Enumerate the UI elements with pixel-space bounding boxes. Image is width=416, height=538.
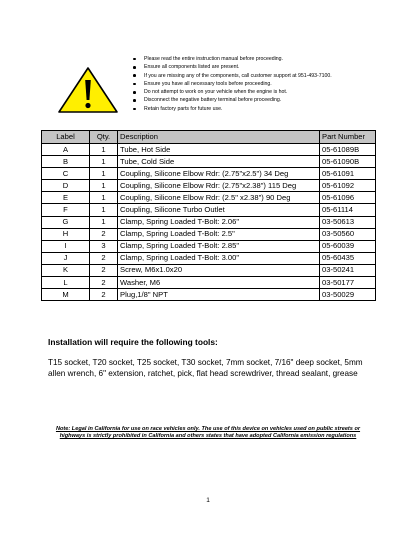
column-header-part-number: Part Number	[320, 131, 376, 144]
cell-qty: 2	[90, 264, 118, 276]
cell-label: E	[42, 192, 90, 204]
warning-bullet: Retain factory parts for future use.	[130, 105, 410, 113]
cell-label: G	[42, 216, 90, 228]
cell-label: H	[42, 228, 90, 240]
cell-qty: 1	[90, 168, 118, 180]
cell-part-number: 05-61090B	[320, 156, 376, 168]
cell-qty: 2	[90, 228, 118, 240]
table-row	[42, 192, 376, 204]
cell-qty: 3	[90, 240, 118, 252]
cell-part-number: 05-61089B	[320, 144, 376, 156]
legal-note: Note: Legal in California for use on race vehicles only. The use of this device on vehicles used on public streets or highways is strictly prohibited in California and others states that have adopted California emission regulations	[55, 426, 361, 440]
cell-label: K	[42, 264, 90, 276]
cell-label: F	[42, 204, 90, 216]
cell-qty: 1	[90, 144, 118, 156]
table-row	[42, 168, 376, 180]
table-row	[42, 144, 376, 156]
table-row	[42, 240, 376, 252]
cell-description: Coupling, Silicone Elbow Rdr: (2.5" x2.38") 90 Deg	[118, 192, 320, 204]
column-header-label: Label	[42, 131, 90, 144]
cell-part-number: 05-61092	[320, 180, 376, 192]
table-row	[42, 156, 376, 168]
cell-qty: 1	[90, 192, 118, 204]
cell-qty: 2	[90, 289, 118, 301]
cell-description: Clamp, Spring Loaded T-Bolt: 2.5"	[118, 228, 320, 240]
cell-label: J	[42, 252, 90, 264]
cell-part-number: 03-50241	[320, 264, 376, 276]
warning-bullet: Ensure you have all necessary tools before proceeding.	[130, 80, 410, 88]
page-number: 1	[206, 497, 210, 504]
cell-label: I	[42, 240, 90, 252]
warning-bullet: Do not attempt to work on your vehicle when the engine is hot.	[130, 88, 410, 96]
warning-bullet: Disconnect the negative battery terminal before proceeding.	[130, 96, 410, 104]
cell-description: Tube, Cold Side	[118, 156, 320, 168]
table-row	[42, 289, 376, 301]
cell-part-number: 03-50613	[320, 216, 376, 228]
cell-label: B	[42, 156, 90, 168]
table-row	[42, 180, 376, 192]
cell-qty: 1	[90, 216, 118, 228]
parts-table-body	[42, 144, 376, 301]
cell-label: A	[42, 144, 90, 156]
cell-label: M	[42, 289, 90, 301]
cell-description: Plug,1/8" NPT	[118, 289, 320, 301]
cell-qty: 2	[90, 277, 118, 289]
column-header-qty: Qty.	[90, 131, 118, 144]
table-row	[42, 277, 376, 289]
warning-bullet-list	[130, 55, 410, 113]
cell-description: Coupling, Silicone Elbow Rdr: (2.75"x2.38") 115 Deg	[118, 180, 320, 192]
cell-part-number: 05-60039	[320, 240, 376, 252]
cell-description: Clamp, Spring Loaded T-Bolt: 3.00"	[118, 252, 320, 264]
table-row	[42, 204, 376, 216]
column-header-description: Description	[118, 131, 320, 144]
cell-part-number: 03-50177	[320, 277, 376, 289]
cell-description: Clamp, Spring Loaded T-Bolt: 2.06"	[118, 216, 320, 228]
cell-part-number: 05-60435	[320, 252, 376, 264]
cell-part-number: 05-61096	[320, 192, 376, 204]
parts-table	[41, 130, 376, 301]
cell-description: Screw, M6x1.0x20	[118, 264, 320, 276]
table-row	[42, 264, 376, 276]
cell-label: L	[42, 277, 90, 289]
cell-description: Tube, Hot Side	[118, 144, 320, 156]
cell-description: Washer, M6	[118, 277, 320, 289]
cell-description: Clamp, Spring Loaded T-Bolt: 2.85"	[118, 240, 320, 252]
warning-bullet: Please read the entire instruction manual before proceeding.	[130, 55, 410, 63]
cell-qty: 2	[90, 252, 118, 264]
cell-part-number: 05-61091	[320, 168, 376, 180]
table-row	[42, 228, 376, 240]
cell-part-number: 05-61114	[320, 204, 376, 216]
cell-label: C	[42, 168, 90, 180]
warning-triangle-icon	[57, 66, 119, 114]
cell-qty: 1	[90, 180, 118, 192]
cell-part-number: 03-50029	[320, 289, 376, 301]
tools-heading: Installation will require the following tools:	[48, 337, 218, 347]
tools-list: T15 socket, T20 socket, T25 socket, T30 socket, 7mm socket, 7/16" deep socket, 5mm allen wrench, 6" extension, ratchet, pick, flat head screwdriver, thread sealant, grease	[48, 358, 363, 378]
parts-table-header	[42, 131, 376, 144]
table-row	[42, 252, 376, 264]
cell-part-number: 03-50560	[320, 228, 376, 240]
cell-description: Coupling, Silicone Turbo Outlet	[118, 204, 320, 216]
table-row	[42, 216, 376, 228]
cell-qty: 1	[90, 156, 118, 168]
warning-bullet: Ensure all components listed are present.	[130, 63, 410, 71]
cell-label: D	[42, 180, 90, 192]
warning-bullet: If you are missing any of the components, call customer support at 951-493-7100.	[130, 72, 410, 80]
cell-description: Coupling, Silicone Elbow Rdr: (2.75"x2.5") 34 Deg	[118, 168, 320, 180]
cell-qty: 1	[90, 204, 118, 216]
